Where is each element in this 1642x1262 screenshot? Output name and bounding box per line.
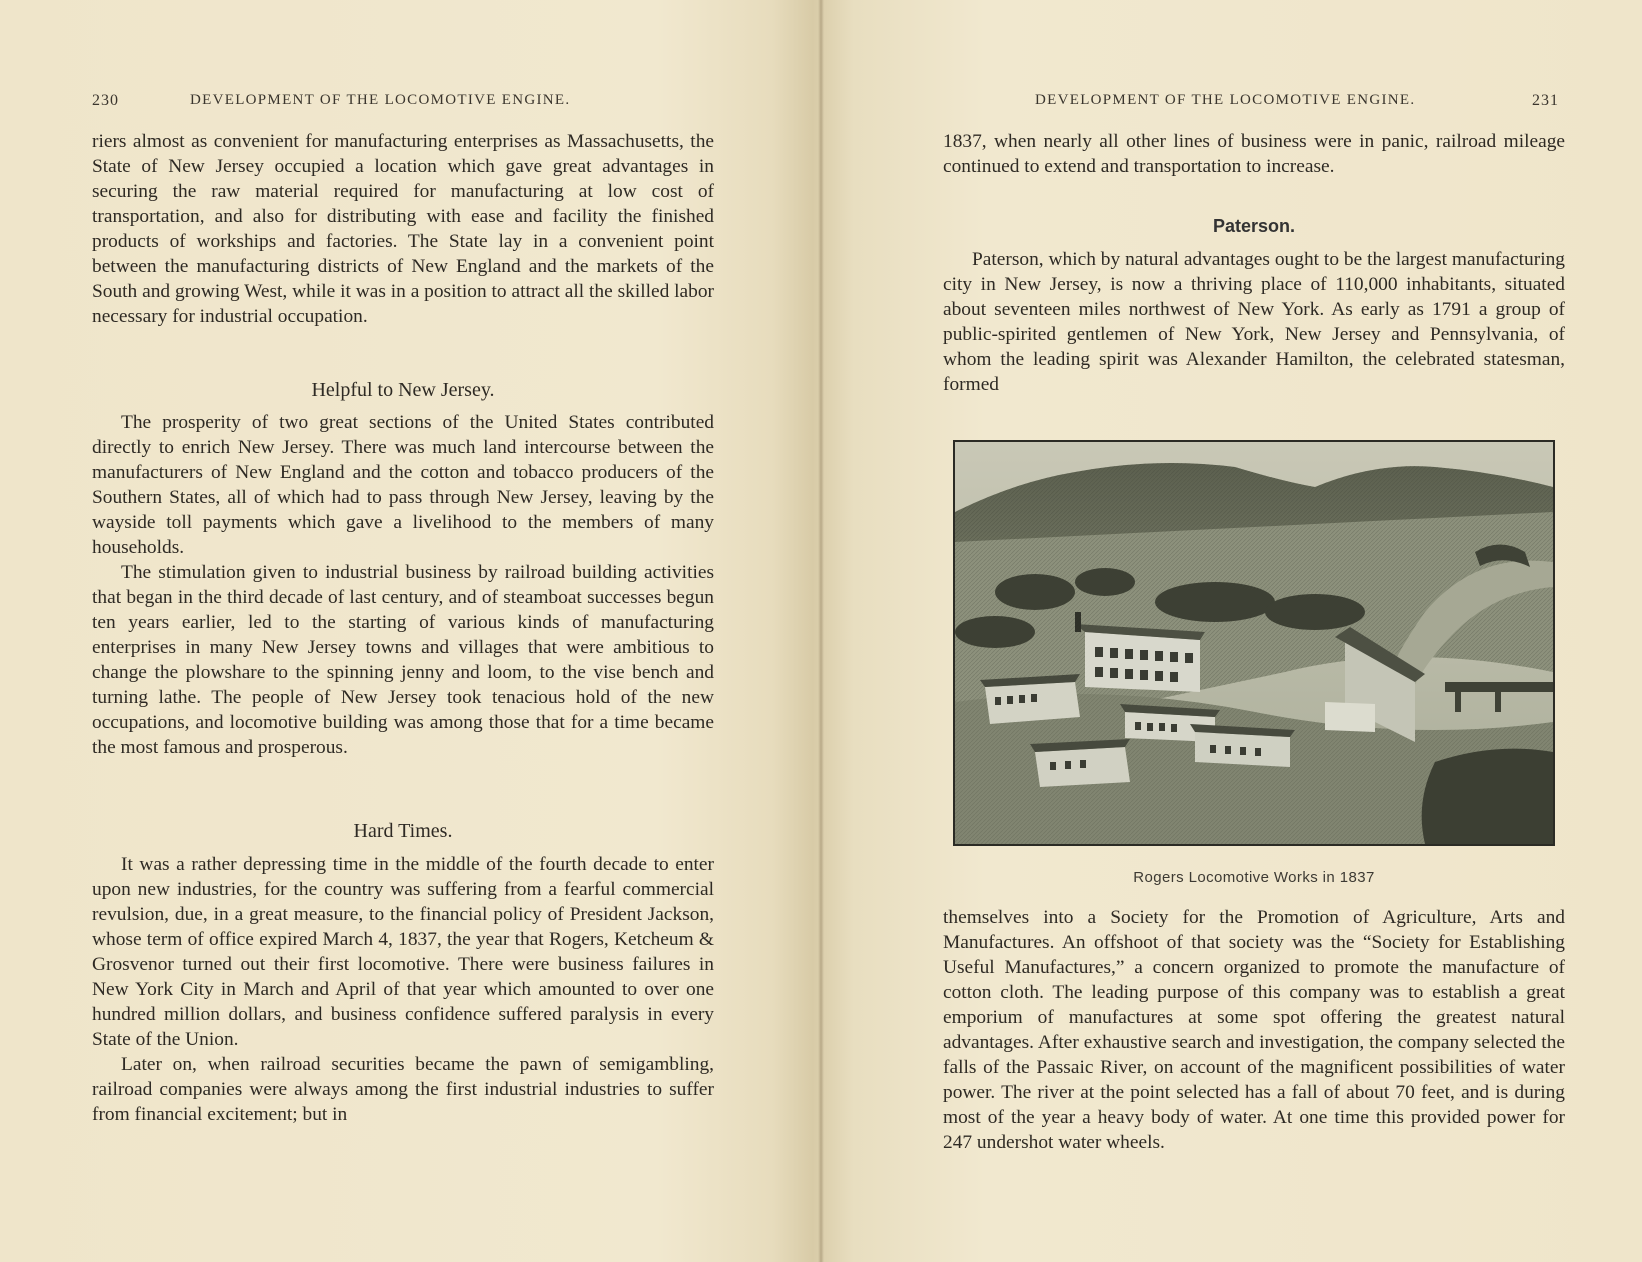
engraving-plate [953, 440, 1555, 846]
rogers-works-engraving-image [955, 442, 1553, 844]
prosperity-paragraph: The prosperity of two great sections of the United States contributed directly to enrich New Jersey. There was much land intercourse between the manufacturers of New England and the cotton and tobacco producers of the Southern States, all of which had to pass through New Jersey, leaving by the wayside toll payments which gave a livelihood to the members of many households. [92, 412, 714, 558]
right-1837-block [943, 129, 1565, 179]
left-intro-block [92, 129, 714, 329]
section-heading-helpful: Helpful to New Jersey. [311, 379, 495, 401]
right-heading-block [943, 214, 1565, 239]
left-running-head [92, 92, 714, 114]
paterson-paragraph: Paterson, which by natural advantages ought to be the largest manufacturing city in New Jersey, is now a thriving place of 110,000 inhabitants, situated about seventeen miles northwest of New York. As early as 1791 a group of public-spirited gentlemen of New York, New Jersey and Pennsylvania, of whom the leading spirit was Alexander Hamilton, the celebrated statesman, formed [943, 249, 1565, 395]
society-paragraph: themselves into a Society for the Promotion of Agriculture, Arts and Manufactures. An offshoot of that society was the “Society for Establishing Useful Manufactures,” a concern organized to promote the manufacture of cotton cloth. The leading purpose of this company was to establish a great emporium of manufactures at some spot offering the greatest natural advantages. After exhaustive search and investigation, the company selected the falls of the Passaic River, on account of the magnificent possibilities of water power. The river at the point selected has a fall of about 70 feet, and is during most of the year a heavy body of water. At one time this provided power for 247 undershot water wheels. [943, 907, 1565, 1153]
right-running-title: DEVELOPMENT OF THE LOCOMOTIVE ENGINE. [1035, 92, 1416, 108]
left-page [92, 0, 714, 1262]
left-heading-2-block [92, 819, 714, 844]
right-page [943, 0, 1565, 1262]
book-gutter [818, 0, 824, 1262]
railroad-mileage-paragraph: 1837, when nearly all other lines of business were in panic, railroad mileage continued to extend and transportation to increase. [943, 131, 1565, 177]
right-society-block [943, 905, 1565, 1155]
left-page-number: 230 [92, 92, 119, 109]
right-page-number: 231 [1532, 92, 1559, 109]
section-heading-paterson: Paterson. [1212, 216, 1296, 236]
section-heading-hard-times: Hard Times. [353, 820, 453, 842]
left-prosperity-block [92, 410, 714, 760]
left-intro-paragraph: riers almost as convenient for manufacturing enterprises as Massachusetts, the State of New Jersey occupied a location which gave great advantages in securing the raw material required for manufacturing at low cost of transportation, and also for distributing with ease and facility the finished products of workships and factories. The State lay in a convenient point between the manufacturing districts of New England and the markets of the South and growing West, while it was in a position to attract all the skilled labor necessary for industrial occupation. [92, 131, 714, 327]
left-heading-1-block [92, 378, 714, 403]
stimulation-paragraph: The stimulation given to industrial business by railroad building activities that began in the third decade of last century, and of steamboat successes begun ten years earlier, led to the starting of various kinds of manufacturing enterprises in many New Jersey towns and villages that were ambitious to change the plowshare to the spinning jenny and loom, to the vise bench and turning lathe. The people of New Jersey took tenacious hold of the new occupations, and locomotive building was among those that for a time became the most famous and prosperous. [92, 562, 714, 758]
right-running-head [943, 92, 1565, 114]
later-paragraph: Later on, when railroad securities became the pawn of semigambling, railroad companies were always among the first industrial industries to suffer from financial excitement; but in [92, 1054, 714, 1125]
left-hard-times-block [92, 852, 714, 1127]
left-running-title: DEVELOPMENT OF THE LOCOMOTIVE ENGINE. [190, 92, 571, 108]
plate-caption: Rogers Locomotive Works in 1837 [1133, 869, 1375, 886]
right-paterson-block [943, 247, 1565, 397]
depressing-paragraph: It was a rather depressing time in the middle of the fourth decade to enter upon new industries, for the country was suffering from a fearful commercial revulsion, due, in a great measure, to the financial policy of President Jackson, whose term of office expired March 4, 1837, the year that Rogers, Ketcheum & Grosvenor turned out their first locomotive. There were business failures in New York City in March and April of that year which amounted to over one hundred million dollars, and business confidence suffered paralysis in every State of the Union. [92, 854, 714, 1050]
